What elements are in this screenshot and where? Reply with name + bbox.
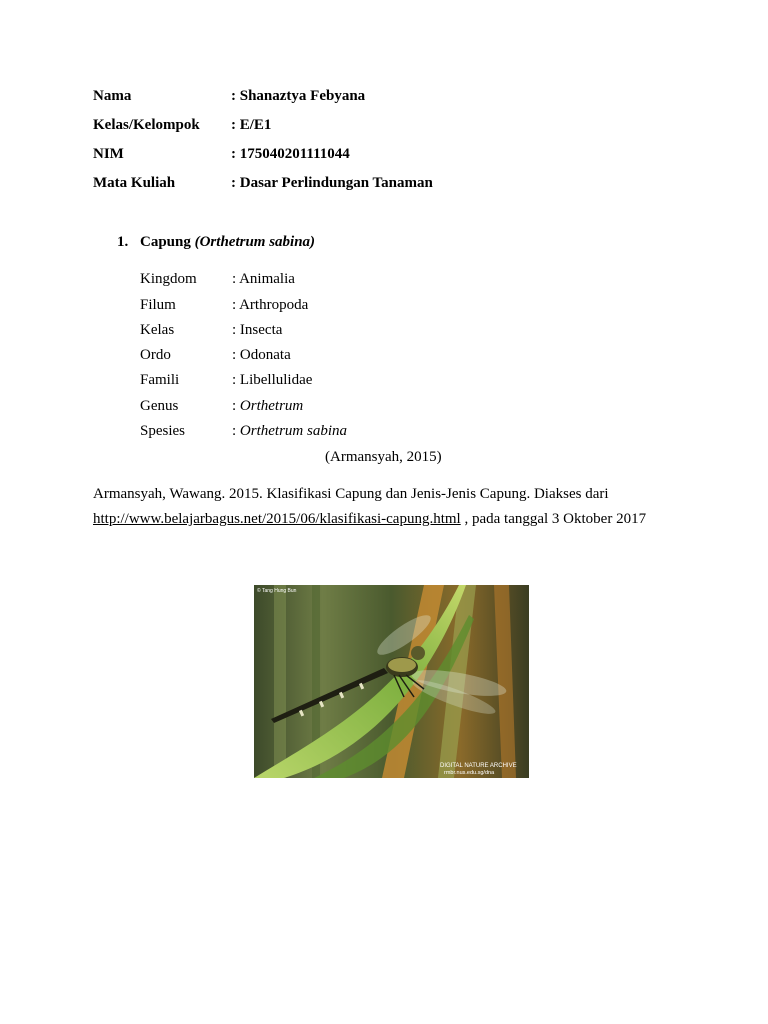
taxonomy-value-ordo: : Odonata [232,347,291,363]
taxonomy-value-kingdom: : Animalia [232,271,295,287]
reference-suffix: , pada tanggal 3 Oktober 2017 [460,511,647,527]
taxonomy-rank-kelas: Kelas [140,322,175,338]
taxonomy-value-genus: : Orthetrum [232,398,304,414]
section-scientific-name: (Orthetrum sabina) [194,234,316,250]
taxonomy-rank-genus: Genus [140,398,179,414]
section-title [140,234,315,251]
taxonomy-value-famili: : Libellulidae [232,372,313,388]
photo-copyright: © Tang Hung Bun [257,588,297,594]
taxonomy-value-kelas: : Insecta [232,322,283,338]
photo-watermark-url: rmbr.nus.edu.sg/dna [444,770,495,776]
header-value-nama: : Shanaztya Febyana [231,88,366,104]
photo-watermark-title: DIGITAL NATURE ARCHIVE [440,763,517,769]
taxonomy-rank-filum: Filum [140,297,176,313]
header-value-mata-kuliah: : Dasar Perlindungan Tanaman [231,175,433,191]
taxonomy-rank-kingdom: Kingdom [140,271,197,287]
header-value-nim: : 175040201111044 [231,146,350,162]
reference-link[interactable]: http://www.belajarbagus.net/2015/06/klasifikasi-capung.html [93,511,461,527]
reference-text: Armansyah, Wawang. 2015. Klasifikasi Capung dan Jenis-Jenis Capung. Diakses dari [93,486,609,502]
header-label-nim: NIM [93,146,124,162]
dragonfly-photo [254,585,529,778]
citation: (Armansyah, 2015) [325,449,442,465]
header-label-nama: Nama [93,88,132,104]
taxonomy-rank-famili: Famili [140,372,180,388]
taxonomy-rank-ordo: Ordo [140,347,171,363]
header-value-kelas: : E/E1 [231,117,272,133]
header-label-kelas: Kelas/Kelompok [93,117,200,133]
section-number: 1. [117,234,129,250]
section-title-text: Capung [140,234,191,250]
header-label-mata-kuliah: Mata Kuliah [93,175,176,191]
taxonomy-value-spesies: : Orthetrum sabina [232,423,348,439]
taxonomy-value-filum: : Arthropoda [232,297,309,313]
taxonomy-rank-spesies: Spesies [140,423,185,439]
reference-link-line [93,511,646,528]
